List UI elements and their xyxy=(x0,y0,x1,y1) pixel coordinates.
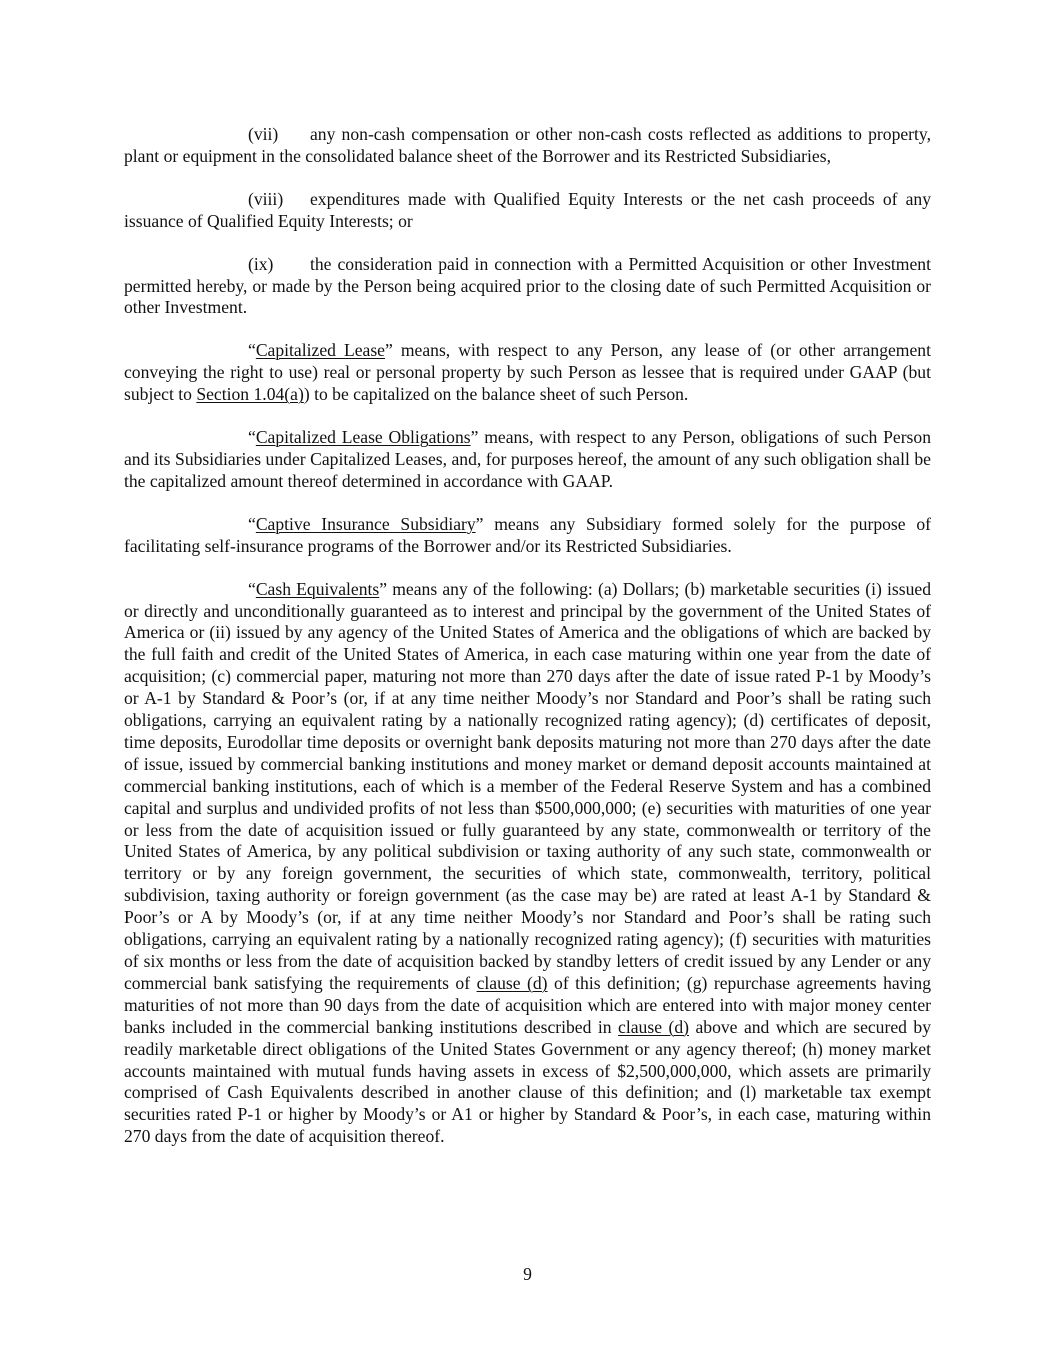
defined-term: Cash Equivalents xyxy=(255,578,380,599)
open-quote: “ xyxy=(248,578,256,599)
definition-text: ” means, with respect to any Person, any lease of (or other arrangement conveying the right to use) real or personal property by such Person as lessee that is required under GAAP (but subject to xyxy=(124,340,931,405)
clause-viii xyxy=(124,189,931,233)
section-reference: Section 1.04(a) xyxy=(196,384,304,405)
defined-term: Capitalized Lease xyxy=(255,340,385,361)
definition-text: ) to be capitalized on the balance sheet of such Person. xyxy=(303,384,689,405)
clause-reference: clause (d) xyxy=(618,1016,689,1037)
definition-text: ” means any of the following: (a) Dollars; (b) marketable securities (i) issued or directly and unconditionally guaranteed as to interest and principal by the government of the United States of America or (ii) issued by any agency of the United States of America and the obligations of which are backed by the full faith and credit of the United States of America, in each case maturing within one year from the date of acquisition; (c) commercial paper, maturing not more than 270 days after the date of issue rated P-1 by Moody’s or A-1 by Standard & Poor’s (or, if at any time neither Moody’s nor Standard and Poor’s shall be rating such obligations, carrying an equivalent rating by a nationally recognized rating agency); (d) certificates of deposit, time deposits, Eurodollar time deposits or overnight bank deposits maturing not more than 270 days after the date of issue, issued by commercial banking institutions and money market or demand deposit accounts maintained at commercial banking institutions, each of which is a member of the Federal Reserve System and has a combined capital and surplus and undivided profits of not less than $500,000,000; (e) securities with maturities of one year or less from the date of acquisition issued or fully guaranteed by any state, commonwealth or territory of the United States of America, by any political subdivision or taxing authority of any such state, commonwealth or territory or by any foreign government, the securities of which state, commonwealth, territory, political subdivision, taxing authority or foreign government (as the case may be) are rated at least A-1 by Standard & Poor’s or A by Moody’s (or, if at any time neither Moody’s nor Standard and Poor’s shall be rating such obligations, carrying an equivalent rating by a nationally recognized rating agency); (f) securities with maturities of six months or less from the date of acquisition backed by standby letters of credit issued by any Lender or any commercial bank satisfying the requirements of xyxy=(124,578,931,993)
document-page xyxy=(124,124,931,1169)
clause-text: any non-cash compensation or other non-cash costs reflected as additions to property, plant or equipment in the consolidated balance sheet of the Borrower and its Restricted Subsidiaries, xyxy=(124,124,931,166)
defined-term: Capitalized Lease Obligations xyxy=(255,427,471,448)
clause-reference: clause (d) xyxy=(476,972,548,993)
definition-text: above and which are secured by readily marketable direct obligations of the United States Government or any agency thereof; (h) money market accounts maintained with mutual funds having assets in excess of $2,500,000,000, which assets are primarily comprised of Cash Equivalents described in another clause of this definition; and (l) marketable tax exempt securities rated P-1 or higher by Moody’s or A1 or higher by Standard & Poor’s, in each case, maturing within 270 days from the date of acquisition thereof. xyxy=(124,1016,932,1147)
definition-capitalized-lease-obligations xyxy=(124,427,931,493)
definition-capitalized-lease xyxy=(124,340,931,406)
clause-text: expenditures made with Qualified Equity Interests or the net cash proceeds of any issuance of Qualified Equity Interests; or xyxy=(124,188,931,231)
page-number: 9 xyxy=(523,1264,532,1284)
definition-text: of this definition; (g) repurchase agreements having maturities of not more than 90 days from the date of acquisition which are entered into with major money center banks included in the commercial banking institutions described in xyxy=(124,972,931,1037)
clause-number: (vii) xyxy=(248,124,279,144)
definition-text: ” means any Subsidiary formed solely for the purpose of facilitating self-insurance programs of the Borrower and/or its Restricted Subsidiaries. xyxy=(124,513,931,556)
clause-text: the consideration paid in connection with a Permitted Acquisition or other Investment permitted hereby, or made by the Person being acquired prior to the closing date of such Permitted Acquisition or other Investment. xyxy=(124,253,931,318)
definition-text: ” means, with respect to any Person, obligations of such Person and its Subsidiaries under Capitalized Leases, and, for purposes hereof, the amount of any such obligation shall be the capitalized amount thereof determined in accordance with GAAP. xyxy=(124,427,931,491)
clause-number: (ix) xyxy=(248,253,274,274)
defined-term: Captive Insurance Subsidiary xyxy=(255,513,476,534)
clause-ix xyxy=(124,254,931,320)
definition-captive-insurance-subsidiary xyxy=(124,514,931,558)
open-quote: “ xyxy=(248,340,256,361)
definition-cash-equivalents xyxy=(124,579,931,1149)
clause-number: (viii) xyxy=(248,188,284,209)
clause-vii xyxy=(124,124,931,168)
open-quote: “ xyxy=(248,513,256,534)
open-quote: “ xyxy=(248,427,256,448)
